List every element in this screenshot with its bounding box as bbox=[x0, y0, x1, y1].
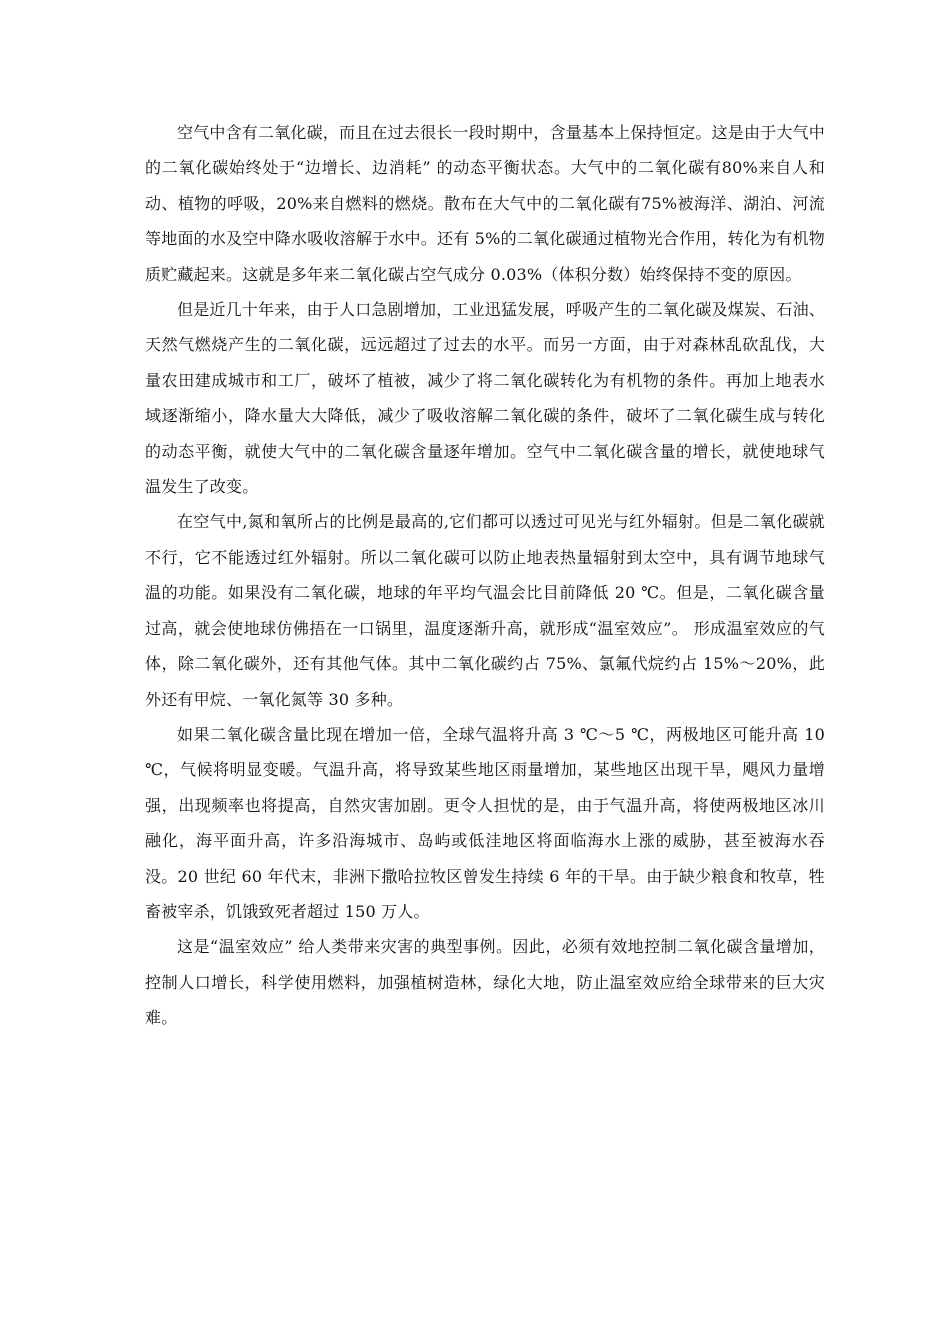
paragraph-2: 但是近几十年来，由于人口急剧增加，工业迅猛发展，呼吸产生的二氧化碳及煤炭、石油、天然气燃烧产生的二氧化碳，远远超过了过去的水平。而另一方面，由于对森林乱砍乱伐，大量农田建成城市和工厂，破坏了植被，减少了将二氧化碳转化为有机物的条件。再加上地表水域逐渐缩小，降水量大大降低，减少了吸收溶解二氧化碳的条件，破坏了二氧化碳生成与转化的动态平衡，就使大气中的二氧化碳含量逐年增加。空气中二氧化碳含量的增长，就使地球气温发生了改变。 bbox=[145, 300, 826, 497]
document-body bbox=[145, 115, 825, 1036]
paragraph-4: 如果二氧化碳含量比现在增加一倍，全球气温将升高 3 ℃～5 ℃，两极地区可能升高 10 ℃，气候将明显变暖。气温升高，将导致某些地区雨量增加，某些地区出现干旱，飓风力量增强，出现频率也将提高，自然灾害加剧。更令人担忧的是，由于气温升高，将使两极地区冰川融化，海平面升高，许多沿海城市、岛屿或低洼地区将面临海水上涨的威胁，甚至被海水吞没。20 世纪 60 年代末，非洲下撒哈拉牧区曾发生持续 6 年的干旱。由于缺少粮食和牧草，牲畜被宰杀，饥饿致死者超过 150 万人。 bbox=[145, 724, 825, 921]
paragraph-3: 在空气中,氮和氧所占的比例是最高的,它们都可以透过可见光与红外辐射。但是二氧化碳就不行，它不能透过红外辐射。所以二氧化碳可以防止地表热量辐射到太空中，具有调节地球气温的功能。如果没有二氧化碳，地球的年平均气温会比目前降低 20 ℃。但是，二氧化碳含量过高，就会使地球仿佛捂在一口锅里，温度逐渐升高，就形成“温室效应”。 形成温室效应的气体，除二氧化碳外，还有其他气体。其中二氧化碳约占 75%、氯氟代烷约占 15%～20%，此外还有甲烷、一氧化氮等 30 多种。 bbox=[145, 512, 825, 709]
paragraph-1: 空气中含有二氧化碳，而且在过去很长一段时期中，含量基本上保持恒定。这是由于大气中的二氧化碳始终处于“边增长、边消耗” 的动态平衡状态。大气中的二氧化碳有80%来自人和动、植物的呼吸，20%来自燃料的燃烧。散布在大气中的二氧化碳有75%被海洋、湖泊、河流等地面的水及空中降水吸收溶解于水中。还有 5%的二氧化碳通过植物光合作用，转化为有机物质贮藏起来。这就是多年来二氧化碳占空气成分 0.03%（体积分数）始终保持不变的原因。 bbox=[145, 123, 826, 284]
paragraph-5: 这是“温室效应” 给人类带来灾害的典型事例。因此，必须有效地控制二氧化碳含量增加，控制人口增长，科学使用燃料，加强植树造林，绿化大地，防止温室效应给全球带来的巨大灾难。 bbox=[145, 937, 825, 1028]
